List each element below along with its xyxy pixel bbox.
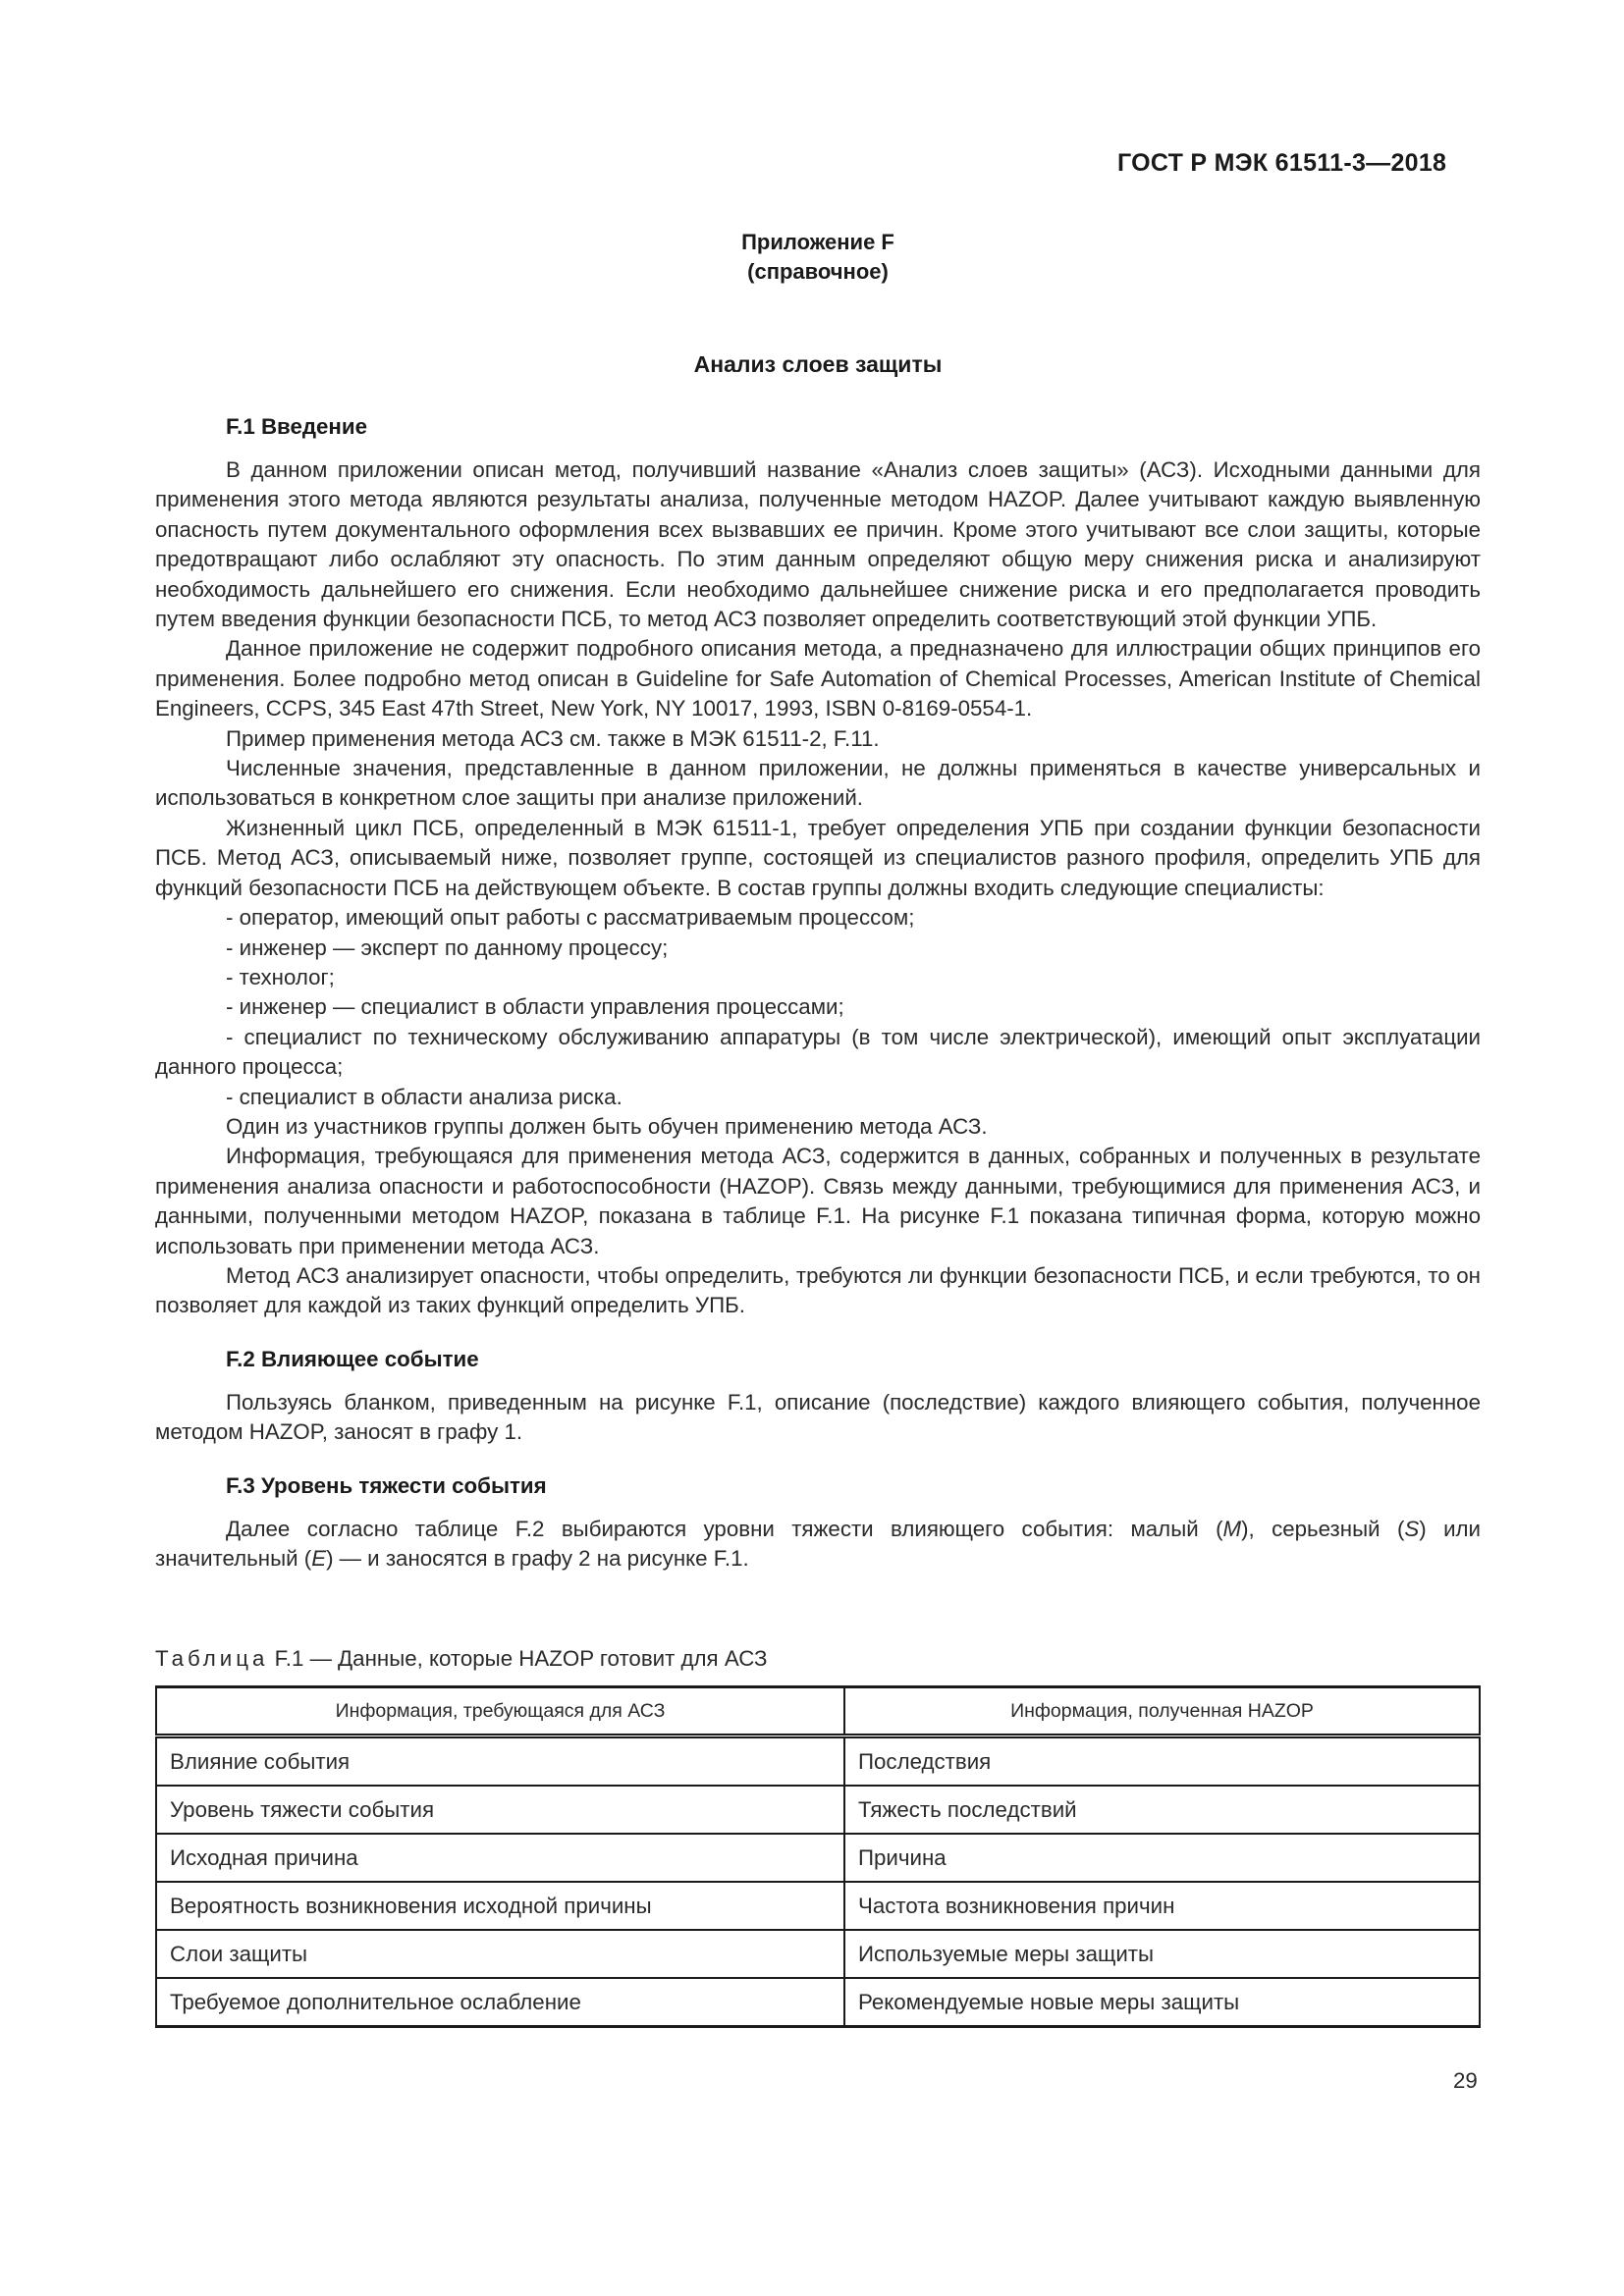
table-cell: Уровень тяжести события <box>156 1786 844 1834</box>
table-row <box>156 1882 1480 1930</box>
table-cell: Влияние события <box>156 1736 844 1787</box>
table-cell: Требуемое дополнительное ослабление <box>156 1978 844 2027</box>
table-cell: Последствия <box>844 1736 1480 1787</box>
table-row <box>156 1930 1480 1978</box>
page-number: 29 <box>1453 2068 1478 2093</box>
table-row <box>156 1736 1480 1787</box>
table-caption-label: Таблица <box>155 1646 269 1671</box>
table-cell: Причина <box>844 1834 1480 1882</box>
list-item: - специалист по техническому обслуживанию аппаратуры (в том числе электрической), имеющий опыт эксплуатации данного процесса; <box>155 1024 1481 1080</box>
list-item: - технолог; <box>226 964 335 989</box>
paragraph: Данное приложение не содержит подробного описания метода, а предназначено для иллюстрации общих принципов его применения. Более подробно метод описан в Guideline for Safe Automation of Chemical Processes, American Institute of Chemical Engineers, CCPS, 345 East 47th Street, New York, NY 10017, 1993, ISBN 0-8169-0554-1. <box>155 636 1481 721</box>
section-heading-f3: F.3 Уровень тяжести события <box>226 1472 547 1498</box>
table-cell: Рекомендуемые новые меры защиты <box>844 1978 1480 2027</box>
table-row <box>156 1978 1480 2027</box>
list-item: - инженер — специалист в области управления процессами; <box>226 994 844 1020</box>
list-item: - инженер — эксперт по данному процессу; <box>226 934 669 960</box>
section-heading-f1: F.1 Введение <box>226 414 367 439</box>
list-item: - оператор, имеющий опыт работы с рассматриваемым процессом; <box>226 905 915 931</box>
table-cell: Тяжесть последствий <box>844 1786 1480 1834</box>
table-header-row <box>156 1687 1480 1736</box>
table-caption <box>155 1646 768 1672</box>
list-item: - специалист в области анализа риска. <box>226 1084 623 1109</box>
paragraph: Пример применения метода АСЗ см. также в МЭК 61511-2, F.11. <box>226 725 880 751</box>
paragraph: Далее согласно таблице F.2 выбираются уровни тяжести влияющего события: малый (M), серьезный (S) или значительный (E) — и заносятся в графу 2 на рисунке F.1. <box>155 1516 1481 1571</box>
hazop-data-table <box>155 1685 1481 2028</box>
column-header: Информация, полученная HAZOP <box>844 1687 1480 1736</box>
table-cell: Исходная причина <box>156 1834 844 1882</box>
table-row <box>156 1786 1480 1834</box>
appendix-subtitle: (справочное) <box>747 259 889 284</box>
paragraph: В данном приложении описан метод, получивший название «Анализ слоев защиты» (АСЗ). Исходными данными для применения этого метода являются результаты анализа, полученные методом HAZOP. Далее учитывают каждую выявленную опасность путем документального оформления всех вызвавших ее причин. Кроме этого учитывают все слои защиты, которые предотвращают либо ослабляют эту опасность. По этим данным определяют общую меру снижения риска и анализируют необходимость дальнейшего его снижения. Если необходимо дальнейшее снижение риска и его предполагается проводить путем введения функции безопасности ПСБ, то метод АСЗ позволяет определить соответствующий этой функции УПБ. <box>155 457 1481 632</box>
paragraph: Жизненный цикл ПСБ, определенный в МЭК 61511-1, требует определения УПБ при создании функции безопасности ПСБ. Метод АСЗ, описываемый ниже, позволяет группе, состоящей из специалистов разного профиля, определить УПБ для функций безопасности ПСБ на действующем объекте. В состав группы должны входить следующие специалисты: <box>155 815 1481 900</box>
paragraph: Один из участников группы должен быть обучен применению метода АСЗ. <box>226 1113 988 1139</box>
paragraph: Пользуясь бланком, приведенным на рисунке F.1, описание (последствие) каждого влияющего события, полученное методом HAZOP, заносят в графу 1. <box>155 1389 1481 1445</box>
document-code: ГОСТ Р МЭК 61511-3—2018 <box>1117 149 1447 177</box>
table-cell: Вероятность возникновения исходной причины <box>156 1882 844 1930</box>
table-cell: Слои защиты <box>156 1930 844 1978</box>
body-text <box>155 412 1481 1574</box>
paragraph: Метод АСЗ анализирует опасности, чтобы определить, требуются ли функции безопасности ПСБ, и если требуются, то он позволяет для каждой из таких функций определить УПБ. <box>155 1262 1481 1318</box>
section-heading-f2: F.2 Влияющее событие <box>226 1346 479 1371</box>
paragraph: Численные значения, представленные в данном приложении, не должны применяться в качестве универсальных и использоваться в конкретном слое защиты при анализе приложений. <box>155 756 1481 811</box>
appendix-title: Приложение F <box>741 230 894 254</box>
table-caption-text: F.1 — Данные, которые HAZOP готовит для АСЗ <box>268 1646 768 1671</box>
column-header: Информация, требующаяся для АСЗ <box>156 1687 844 1736</box>
table-row <box>156 1834 1480 1882</box>
table-cell: Частота возникновения причин <box>844 1882 1480 1930</box>
main-title: Анализ слоев защиты <box>693 351 943 377</box>
table-cell: Используемые меры защиты <box>844 1930 1480 1978</box>
paragraph: Информация, требующаяся для применения метода АСЗ, содержится в данных, собранных и полученных в результате применения анализа опасности и работоспособности (HAZOP). Связь между данными, требующимися для применения АСЗ, и данными, полученными методом HAZOP, показана в таблице F.1. На рисунке F.1 показана типичная форма, которую можно использовать при применении метода АСЗ. <box>155 1144 1481 1258</box>
appendix-heading <box>155 228 1481 287</box>
